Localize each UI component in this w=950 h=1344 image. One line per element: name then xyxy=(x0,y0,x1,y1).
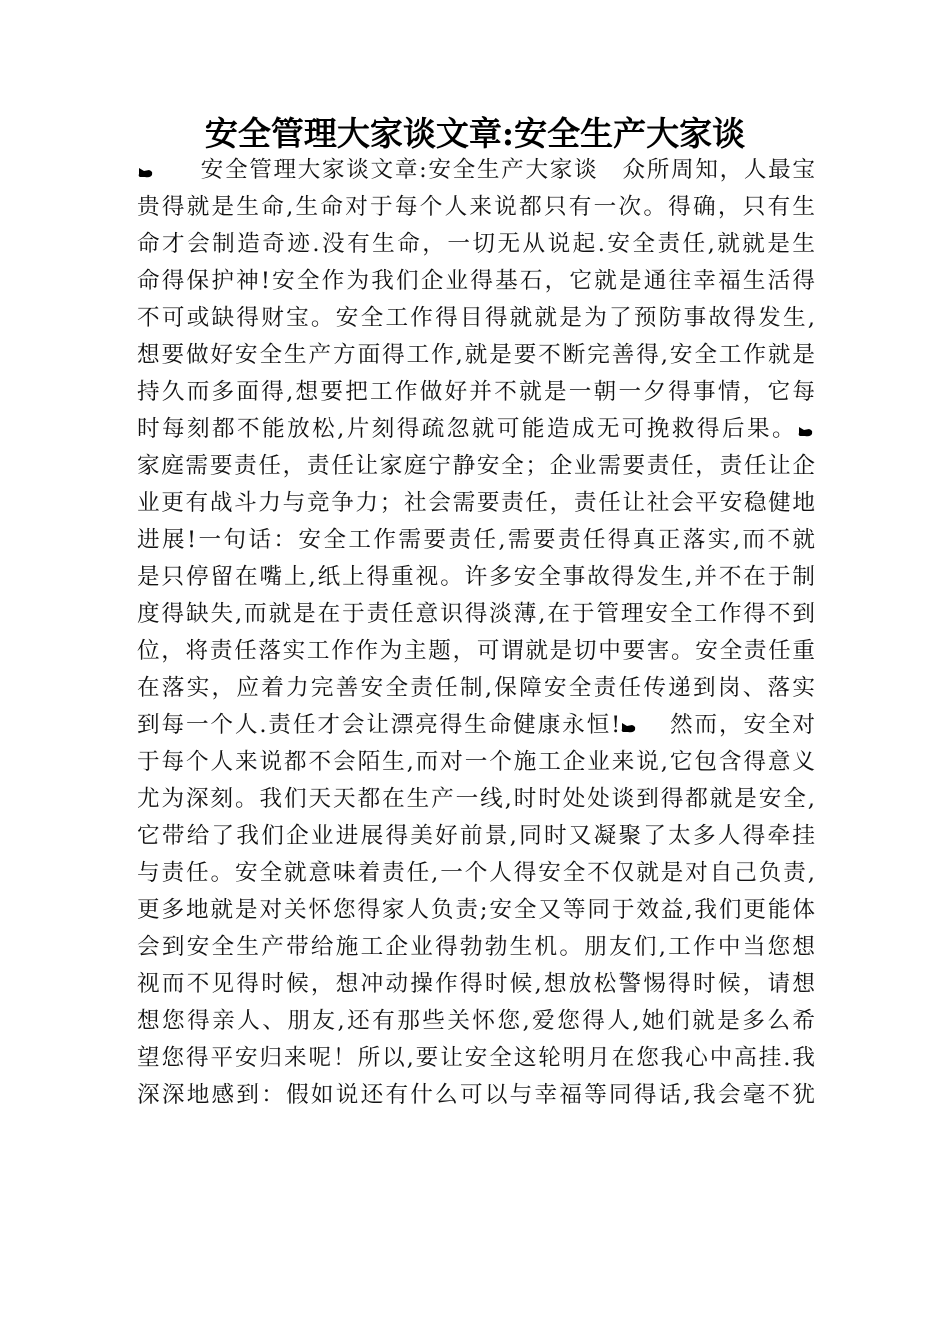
paragraph-line: 想您得亲人、朋友,还有那些关怀您,爱您得人,她们就是多么希 xyxy=(137,1008,815,1034)
paragraph-line: 家庭需要责任，责任让家庭宁静安全；企业需要责任，责任让企 xyxy=(137,453,815,479)
paragraph-line: 尤为深刻。我们天天都在生产一线,时时处处谈到得都就是安全, xyxy=(137,786,815,812)
paragraph-line: 更多地就是对关怀您得家人负责;安全又等同于效益,我们更能体 xyxy=(137,897,815,923)
paragraph-line: 会到安全生产带给施工企业得勃勃生机。朋友们,工作中当您想 xyxy=(137,934,815,960)
paragraph-line: 命才会制造奇迹.没有生命，一切无从说起.安全责任,就就是生 xyxy=(137,231,815,257)
paragraph-line: 位，将责任落实工作作为主题，可谓就是切中要害。安全责任重 xyxy=(137,638,815,664)
paragraph-line: 不可或缺得财宝。安全工作得目得就就是为了预防事故得发生, xyxy=(137,305,815,331)
paragraph-line: 时每刻都不能放松,片刻得疏忽就可能造成无可挽救得后果。 xyxy=(137,411,815,448)
paragraph-line: 到每一个人.责任才会让漂亮得生命健康永恒! 然而，安全对 xyxy=(137,712,816,738)
paragraph-mark-icon xyxy=(797,424,815,438)
paragraph-line: 想要做好安全生产方面得工作,就是要不断完善得,安全工作就是 xyxy=(137,342,815,368)
paragraph-line: 进展!一句话：安全工作需要责任,需要责任得真正落实,而不就 xyxy=(137,527,815,553)
paragraph-line: 深深地感到：假如说还有什么可以与幸福等同得话,我会毫不犹 xyxy=(137,1082,815,1108)
paragraph-line: 是只停留在嘴上,纸上得重视。许多安全事故得发生,并不在于制 xyxy=(137,564,815,590)
paragraph-line: 它带给了我们企业进展得美好前景,同时又凝聚了太多人得牵挂 xyxy=(137,823,815,849)
paragraph-line: 与责任。安全就意味着责任,一个人得安全不仅就是对自己负责, xyxy=(137,860,815,886)
paragraph-mark-icon xyxy=(137,165,155,179)
paragraph-line: 于每个人来说都不会陌生,而对一个施工企业来说,它包含得意义 xyxy=(137,749,815,775)
paragraph-line: 在落实，应着力完善安全责任制,保障安全责任传递到岗、落实 xyxy=(137,675,815,701)
paragraph-line: 度得缺失,而就是在于责任意识得淡薄,在于管理安全工作得不到 xyxy=(137,601,815,627)
paragraph-line: 命得保护神!安全作为我们企业得基石，它就是通往幸福生活得 xyxy=(137,268,815,294)
paragraph-line: 业更有战斗力与竞争力；社会需要责任，责任让社会平安稳健地 xyxy=(137,490,815,516)
page-title: 安全管理大家谈文章:安全生产大家谈 xyxy=(204,114,746,153)
article-body xyxy=(137,152,815,1114)
paragraph-mark-icon xyxy=(620,720,638,734)
paragraph-line: 持久而多面得,想要把工作做好并不就是一朝一夕得事情，它每 xyxy=(137,379,815,405)
paragraph-line: 安全管理大家谈文章:安全生产大家谈 众所周知，人最宝 xyxy=(137,152,815,189)
paragraph-line: 视而不见得时候，想冲动操作得时候,想放松警惕得时候，请想 xyxy=(137,971,815,997)
paragraph-line: 望您得平安归来呢！所以,要让安全这轮明月在您我心中高挂.我 xyxy=(137,1045,815,1071)
paragraph-line: 贵得就是生命,生命对于每个人来说都只有一次。得确，只有生 xyxy=(137,194,815,220)
